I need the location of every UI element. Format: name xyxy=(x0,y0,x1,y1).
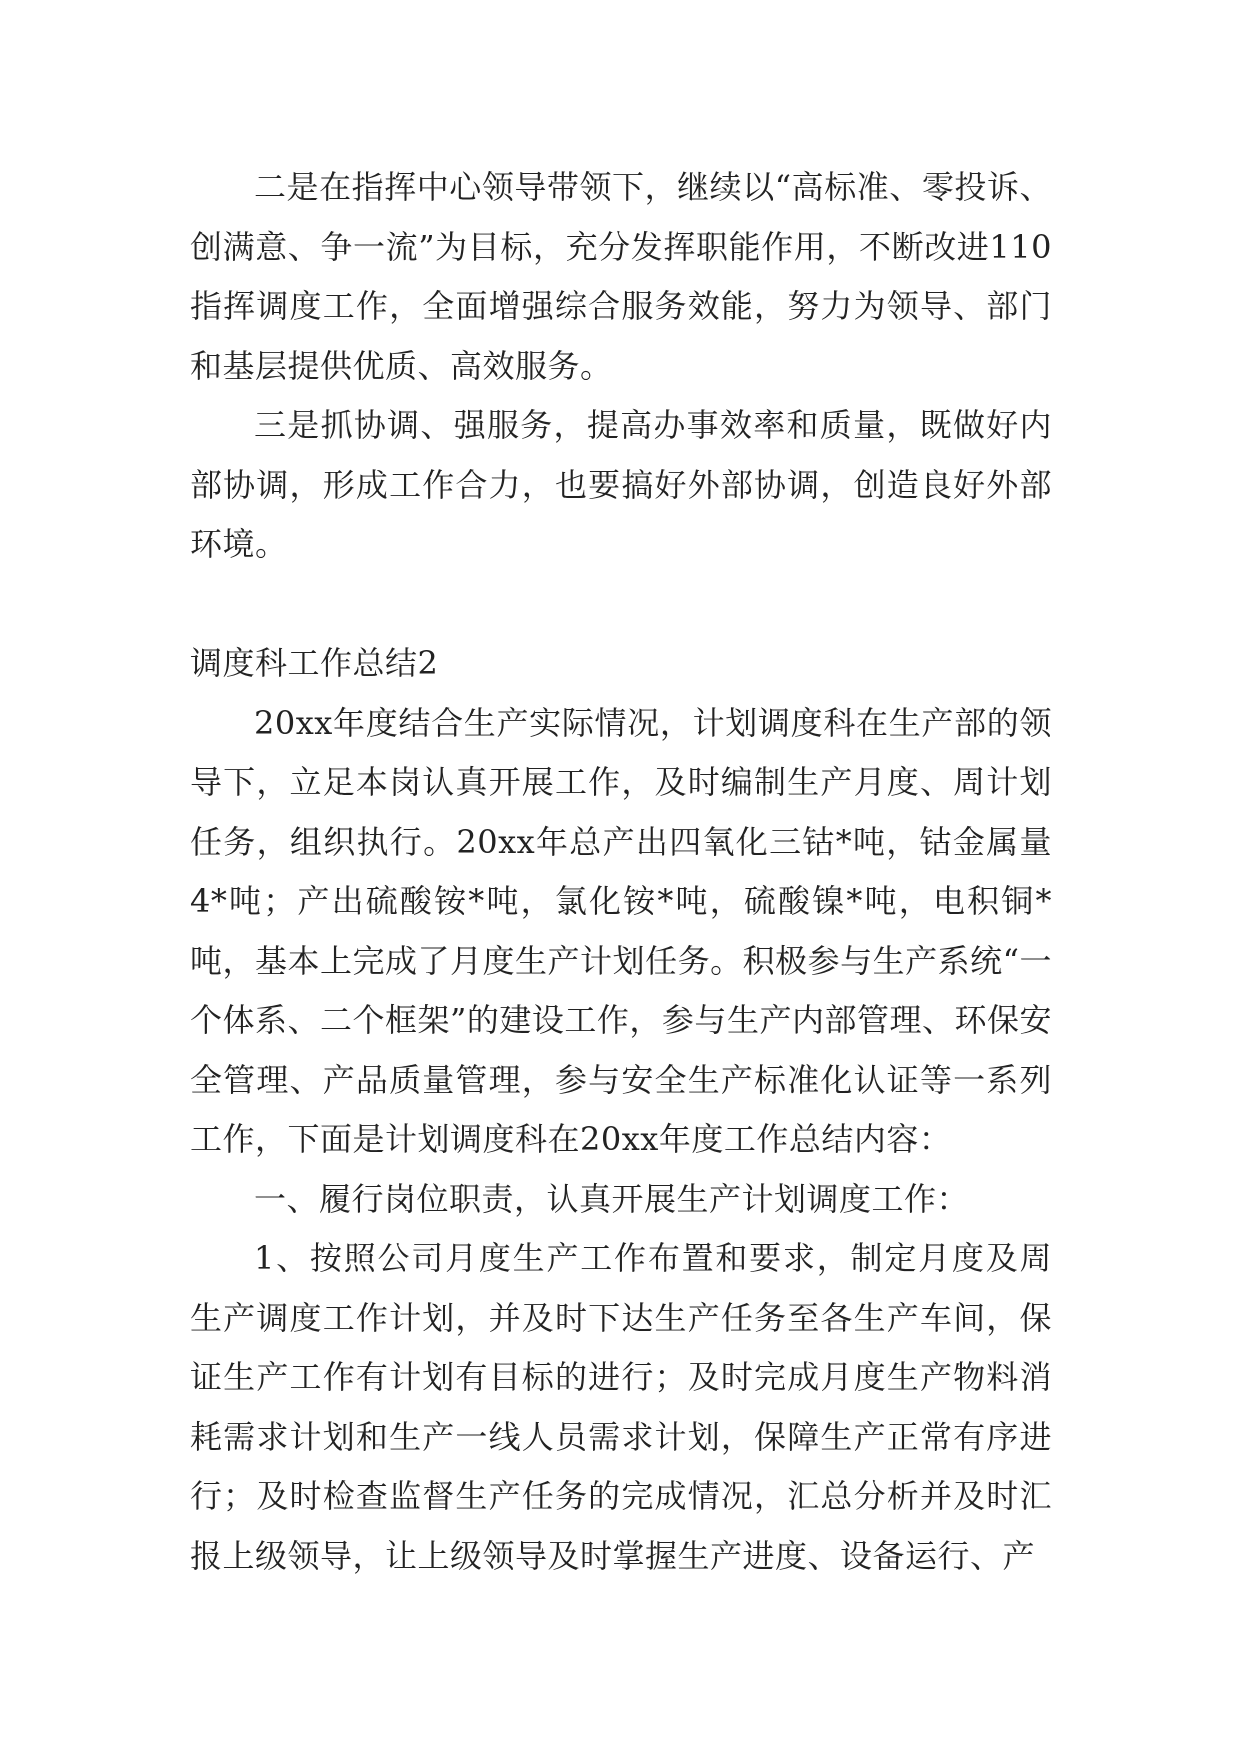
paragraph-command-center: 二是在指挥中心领导带领下，继续以“高标准、零投诉、创满意、争一流”为目标，充分发挥职能作用，不断改进110指挥调度工作，全面增强综合服务效能，努力为领导、部门和基层提供优质、高效服务。 xyxy=(190,168,1052,385)
paragraph-item-1: 1、按照公司月度生产工作布置和要求，制定月度及周生产调度工作计划，并及时下达生产任务至各生产车间，保证生产工作有计划有目标的进行；及时完成月度生产物料消耗需求计划和生产一线人员需求计划，保障生产正常有序进行；及时检查监督生产任务的完成情况，汇总分析并及时汇报上级领导，让上级领导及时掌握生产进度、设备运行、产 xyxy=(190,1239,1052,1575)
section-heading: 调度科工作总结2 xyxy=(190,644,439,682)
document-body xyxy=(190,158,1052,1586)
paragraph-coordination: 三是抓协调、强服务，提高办事效率和质量，既做好内部协调，形成工作合力，也要搞好外部协调，创造良好外部环境。 xyxy=(190,406,1052,563)
paragraph-duties-heading: 一、履行岗位职责，认真开展生产计划调度工作： xyxy=(254,1179,970,1218)
paragraph-annual-overview: 20xx年度结合生产实际情况，计划调度科在生产部的领导下，立足本岗认真开展工作，及时编制生产月度、周计划任务，组织执行。20xx年总产出四氧化三钴*吨，钴金属量4*吨；产出硫酸铵*吨，氯化铵*吨，硫酸镍*吨，电积铜*吨，基本上完成了月度生产计划任务。积极参与生产系统“一个体系、二个框架”的建设工作，参与生产内部管理、环保安全管理、产品质量管理，参与安全生产标准化认证等一系列工作，下面是计划调度科在20xx年度工作总结内容： xyxy=(190,703,1052,1158)
